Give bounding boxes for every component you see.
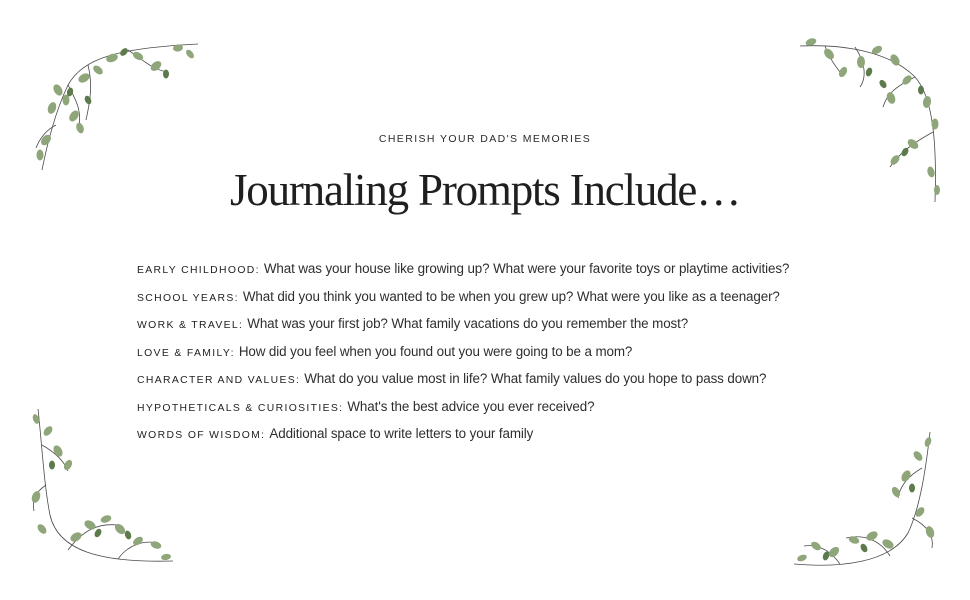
- eyebrow-heading: CHERISH YOUR DAD'S MEMORIES: [378, 133, 592, 145]
- prompt-item-school-years: [137, 287, 857, 315]
- prompt-item-words-of-wisdom: [137, 424, 857, 452]
- prompt-label: HYPOTHETICALS & CURIOSITIES:: [137, 402, 344, 414]
- prompt-text: What was your house like growing up? What were your favorite toys or playtime activities?: [263, 261, 790, 276]
- prompt-item-character-values: [137, 369, 857, 397]
- top-left-vine-icon: [28, 30, 208, 180]
- prompt-text: How did you feel when you found out you were going to be a mom?: [238, 343, 633, 359]
- prompt-label: WORK & TRAVEL:: [137, 320, 244, 331]
- prompt-text: What did you think you wanted to be when you grew up? What were you like as a teenager?: [242, 288, 780, 304]
- prompt-label: LOVE & FAMILY:: [137, 347, 235, 359]
- prompt-item-love-family: [137, 342, 857, 370]
- prompt-list: [137, 259, 857, 452]
- prompt-label: CHARACTER AND VALUES:: [137, 375, 301, 386]
- prompt-item-hypotheticals: [137, 397, 857, 425]
- prompt-text: Additional space to write letters to your family: [269, 426, 534, 441]
- prompt-item-early-childhood: [137, 259, 857, 287]
- prompt-item-work-travel: [137, 314, 857, 342]
- prompt-text: What do you value most in life? What family values do you hope to pass down?: [304, 371, 767, 386]
- prompt-label: EARLY CHILDHOOD:: [137, 265, 260, 276]
- page-title: Journaling Prompts Include…: [229, 165, 741, 215]
- prompt-label: SCHOOL YEARS:: [137, 292, 239, 304]
- prompt-text: What's the best advice you ever received?: [347, 398, 595, 414]
- prompt-label: WORDS OF WISDOM:: [137, 430, 266, 441]
- prompt-text: What was your first job? What family vacations do you remember the most?: [247, 316, 689, 331]
